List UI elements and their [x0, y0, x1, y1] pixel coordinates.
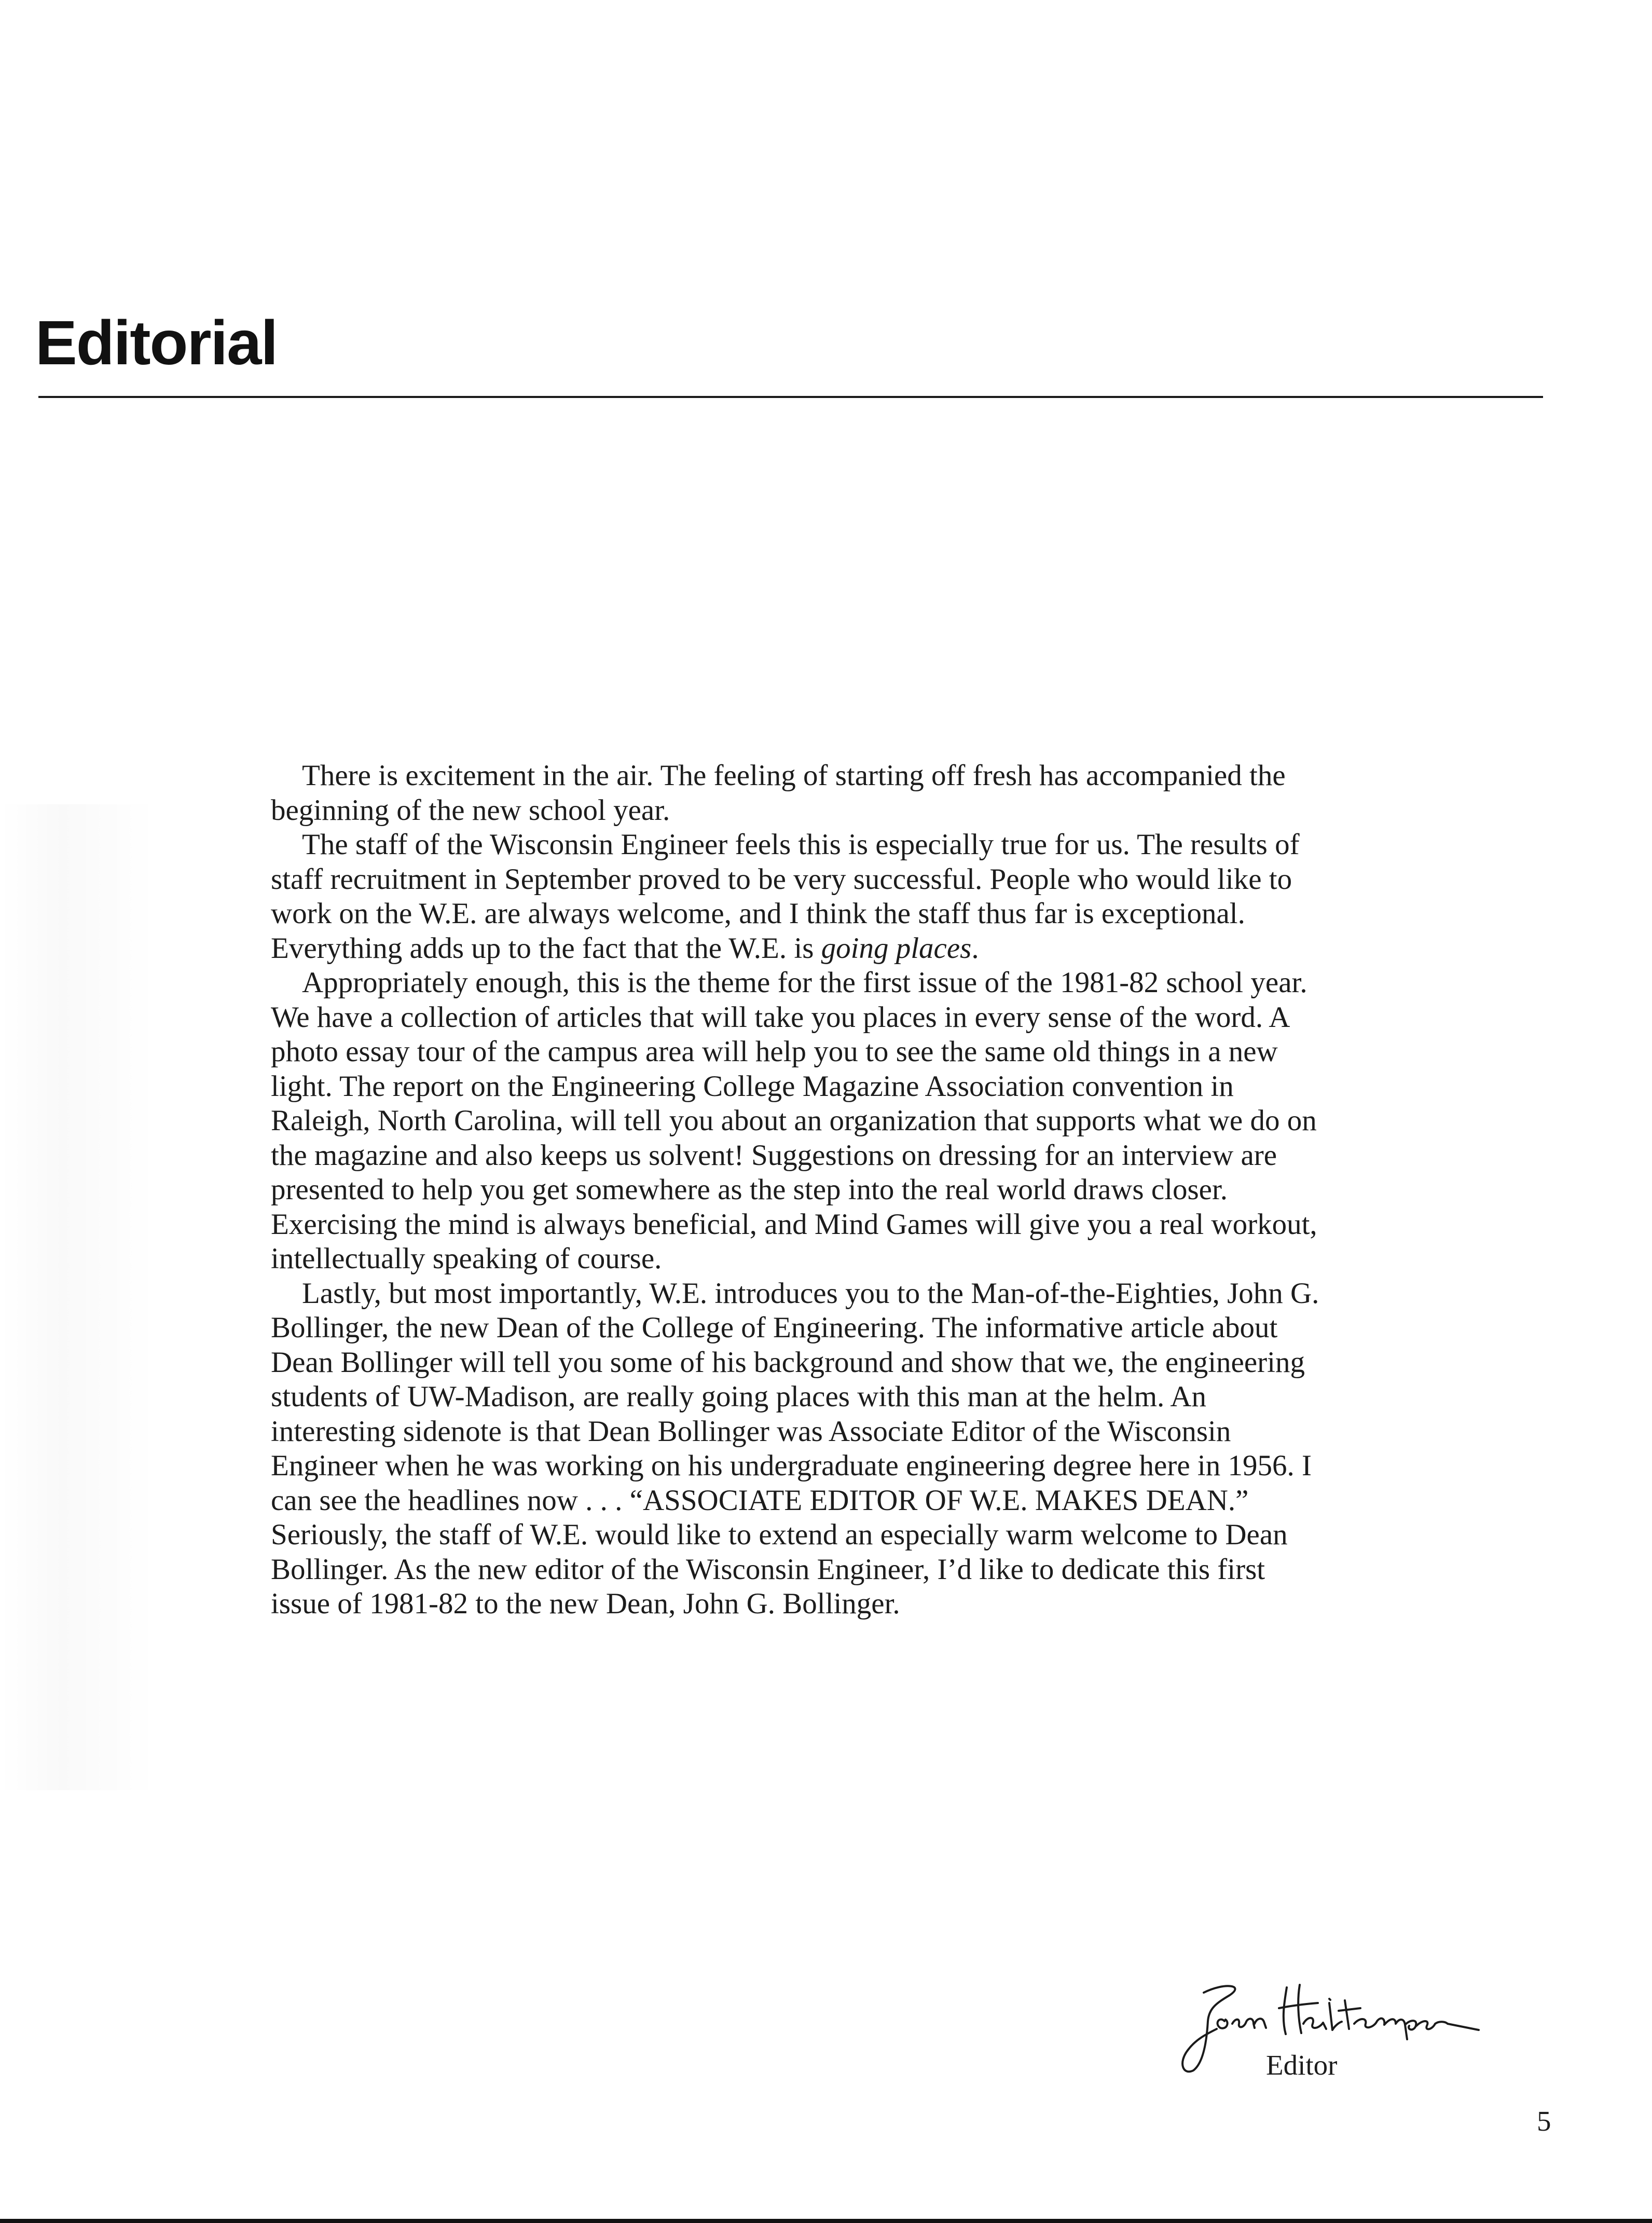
paragraph-1-text: There is excitement in the air. The feeling of starting off fresh has accompanied the beginning of the new school year. — [271, 759, 1286, 827]
paragraph-3 — [271, 966, 1329, 1277]
editorial-body — [271, 759, 1329, 1622]
paragraph-2-emphasis: going places — [821, 931, 972, 965]
paragraph-2-text: The staff of the Wisconsin Engineer feels this is especially true for us. The results of staff recruitment in September proved to be very successful. People who would like to work on the W.E. are always welcome, and I think the staff thus far is exceptional. Everything adds up to the fact that the W.E. is — [271, 828, 1300, 965]
paragraph-3-text: Appropriately enough, this is the theme for the first issue of the 1981-82 school year. We have a collection of articles that will take you places in every sense of the word. A photo essay tour of the campus area will help you to see the same old things in a new light. The report on the Engineering College Magazine Association convention in Raleigh, North Carolina, will tell you about an organization that supports what we do on the magazine and also keeps us solvent! Suggestions on dressing for an interview are presented to help you get somewhere as the step into the real world draws closer. Exercising the mind is always beneficial, and Mind Games will give you a real workout, intellectually speaking of course. — [271, 966, 1317, 1275]
page-number: 5 — [1537, 2105, 1551, 2137]
title-divider — [38, 396, 1543, 398]
page-title: Editorial — [35, 307, 278, 378]
paragraph-1 — [271, 759, 1329, 828]
paragraph-2-end: . — [971, 931, 979, 965]
paragraph-4 — [271, 1277, 1329, 1622]
scan-margin-shadow — [0, 804, 156, 1790]
page-bottom-edge — [0, 2219, 1652, 2223]
editor-title: Editor — [1266, 2049, 1338, 2081]
paragraph-4-text: Lastly, but most importantly, W.E. introduces you to the Man-of-the-Eighties, John G. Bollinger, the new Dean of the College of Engineering. The informative article about Dean Bollinger will tell you some of his background and show that we, the engineering students of UW-Madison, are really going places with this man at the helm. An interesting sidenote is that Dean Bollinger was Associate Editor of the Wisconsin Engineer when he was working on his undergraduate engineering degree here in 1956. I can see the headlines now . . . “ASSOCIATE EDITOR OF W.E. MAKES DEAN.” Seriously, the staff of W.E. would like to extend an especially warm welcome to Dean Bollinger. As the new editor of the Wisconsin Engineer, I’d like to dedicate this first issue of 1981-82 to the new Dean, John G. Bollinger. — [271, 1277, 1319, 1620]
paragraph-2 — [271, 828, 1329, 966]
